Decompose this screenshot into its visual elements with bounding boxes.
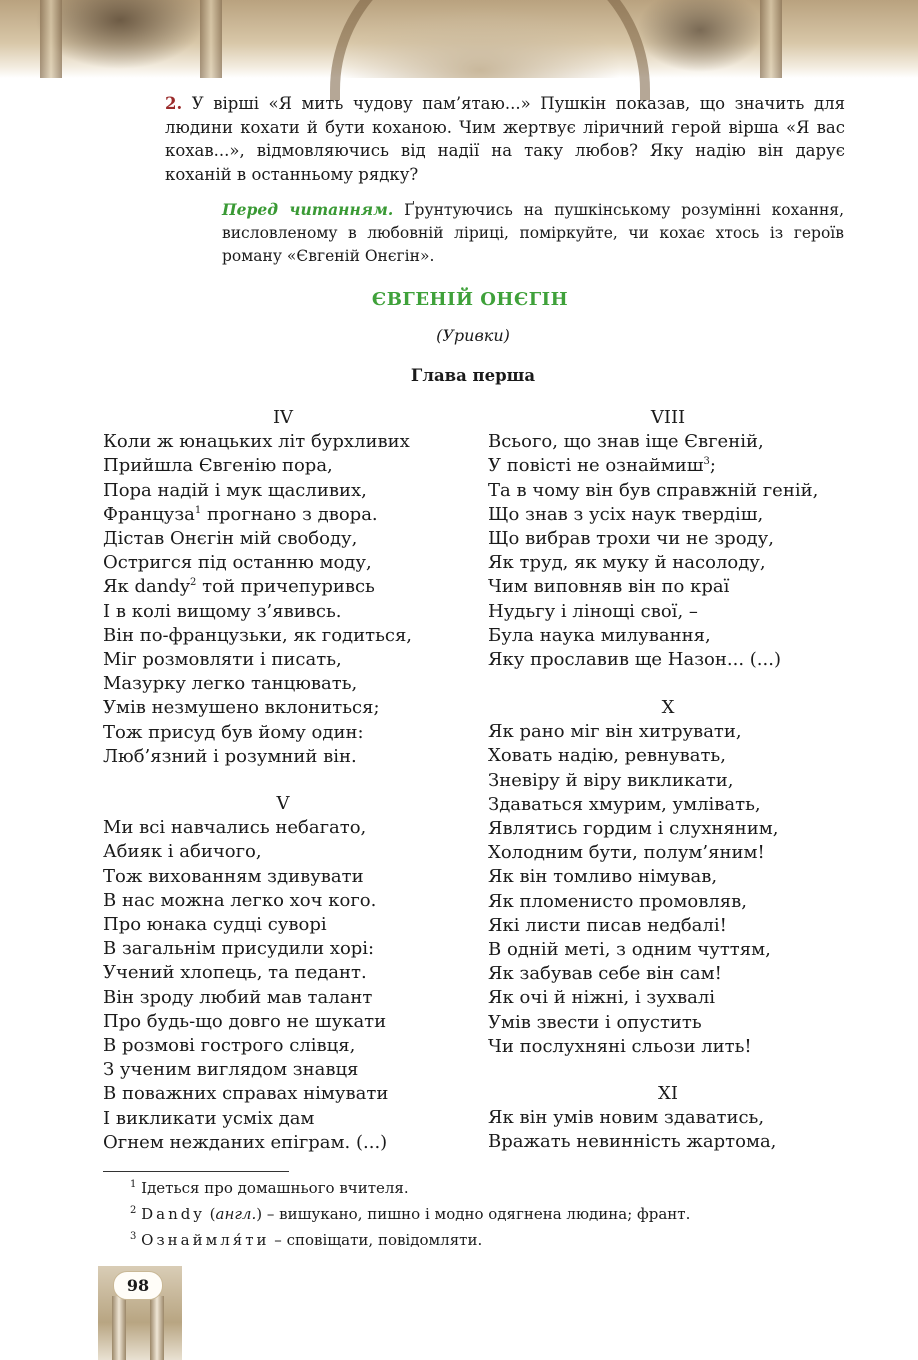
verse-line: Коли ж юнацьких літ бурхливих (103, 431, 410, 453)
footnote-ref: 3 (703, 456, 710, 468)
stanza-xi (488, 1082, 848, 1155)
verse-text: прогнано з двора. (201, 503, 378, 525)
verse-line: Мазурку легко танцювать, (103, 673, 358, 695)
banner-column-ornament (200, 0, 222, 78)
verse-line: Тож присуд був йому один: (103, 721, 364, 743)
footnote-mark: 1 (130, 1179, 137, 1190)
footnote-term: Dandy (141, 1205, 205, 1223)
verse-line: В розмові гострого слівця, (103, 1035, 356, 1057)
footnote-mark: 3 (130, 1231, 137, 1242)
page-number: 98 (113, 1271, 163, 1300)
corner-column-ornament (112, 1296, 126, 1360)
verse-line: Як труд, як муку й насолоду, (488, 552, 766, 574)
verse-line: Остригся під останню моду, (103, 552, 372, 574)
verse-line: Чим виповняв він по краї (488, 576, 730, 598)
verse-line (103, 575, 463, 599)
verse-line: Абияк і абичого, (103, 841, 262, 863)
banner-column-ornament (40, 0, 62, 78)
verse-line: Як пломенисто промовляв, (488, 890, 747, 912)
verse-line: Та в чому він був справжній геній, (488, 479, 819, 501)
verse-text: той причепуривсь (196, 576, 375, 598)
verse-line: Ми всі навчались небагато, (103, 817, 367, 839)
footnote-lang: англ. (215, 1205, 257, 1223)
verse-line: Учений хлопець, та педант. (103, 962, 367, 984)
verse-line: Огнем нежданих епіграм. (...) (103, 1131, 388, 1153)
verse-line: Являтись гордим і слухняним, (488, 818, 779, 840)
verse-line: Тож вихованням здивувати (103, 865, 364, 887)
before-reading-lead: Перед читанням. (222, 200, 394, 219)
verse-line: Умів незмушено вклониться; (103, 697, 380, 719)
before-reading-text: Ґрунтуючись на пушкінському розумінні кохання, висловленому в любовній ліриці, поміркуйте, чи кохає хтось із героїв роману «Євгеній Онєгін». (222, 201, 844, 265)
footnote-3 (130, 1230, 482, 1250)
verse-line: В загальнім присудили хорі: (103, 938, 375, 960)
verse-line: Чи послухняні сльози лить! (488, 1035, 752, 1057)
verse-line: Про будь-що довго не шукати (103, 1010, 387, 1032)
footnote-ref: 1 (194, 504, 202, 516)
verse-line: В одній меті, з одним чуттям, (488, 939, 771, 961)
verse-line: Пора надій і мук щасливих, (103, 479, 367, 501)
footnote-text: – вишукано, пишно і модно одягнена людина; франт. (262, 1205, 691, 1223)
verse-line: Як забував себе він сам! (488, 963, 722, 985)
verse-text: Як dandy (103, 576, 191, 598)
poem-subtitle: (Уривки) (436, 326, 510, 345)
verse-line (103, 503, 463, 527)
footnote-mark: 2 (130, 1205, 137, 1216)
stanza-viii (488, 406, 848, 672)
question-2 (165, 92, 845, 186)
footnote-ref: 2 (190, 577, 197, 589)
verse-line: Що знав з усіх наук твердіш, (488, 503, 764, 525)
stanza-v (103, 792, 463, 1155)
footnote-text: Ідеться про домашнього вчителя. (136, 1179, 409, 1197)
stanza-number: V (276, 793, 290, 814)
verse-line: Яку прославив ще Назон... (...) (488, 649, 781, 671)
verse-text: У повісті не ознаймиш (488, 455, 704, 477)
stanza-number: VIII (650, 407, 686, 428)
verse-line: Здаваться хмурим, умлівать, (488, 793, 761, 815)
verse-line: Він по-французьки, як годиться, (103, 624, 413, 646)
verse-line: Прийшла Євгенію пора, (103, 455, 333, 477)
verse-line: Що вибрав трохи чи не зроду, (488, 528, 774, 550)
verse-line: Про юнака судці суворі (103, 914, 327, 936)
verse-line: Була наука милування, (488, 624, 711, 646)
verse-line (488, 454, 848, 478)
verse-line: В поважних справах німувати (103, 1083, 389, 1105)
verse-line: Він зроду любий мав талант (103, 986, 373, 1008)
header-banner (0, 0, 918, 78)
banner-column-ornament (760, 0, 782, 78)
footnote-term: Ознаймля́ти (141, 1231, 270, 1249)
stanza-iv (103, 406, 463, 769)
verse-line: Дістав Онєгін мій свободу, (103, 528, 358, 550)
verse-text: Француза (103, 503, 195, 525)
stanza-number: X (661, 697, 675, 718)
corner-column-ornament (150, 1296, 164, 1360)
footnote-text: – сповіщати, повідомляти. (269, 1231, 483, 1249)
chapter-heading: Глава перша (410, 366, 536, 385)
before-reading (222, 198, 844, 268)
stanza-number: IV (272, 407, 294, 428)
question-number: 2. (165, 94, 183, 113)
verse-line: Які листи писав недбалі! (488, 914, 727, 936)
verse-line: Як він умів новим здаватись, (488, 1107, 765, 1129)
verse-line: Люб’язний і розумний він. (103, 745, 357, 767)
verse-text: ; (709, 455, 716, 477)
footnote-divider (103, 1171, 289, 1172)
verse-line: Зневіру й віру викликати, (488, 769, 734, 791)
verse-line: В нас можна легко хоч кого. (103, 889, 377, 911)
verse-line: Вражать невинність жартома, (488, 1131, 777, 1153)
verse-line: Всього, що знав іще Євгеній, (488, 431, 764, 453)
verse-line: І викликати усміх дам (103, 1107, 315, 1129)
verse-line: Як очі й ніжні, і зухвалі (488, 987, 716, 1009)
verse-line: Міг розмовляти і писать, (103, 649, 342, 671)
verse-line: Ховать надію, ревнувать, (488, 745, 726, 767)
verse-line: Холодним бути, полум’яним! (488, 842, 765, 864)
verse-line: Як він томливо німував, (488, 866, 718, 888)
verse-line: Умів звести і опустить (488, 1011, 702, 1033)
poem-title: ЄВГЕНІЙ ОНЄГІН (371, 289, 569, 310)
question-text: У вірші «Я мить чудову пам’ятаю...» Пушкін показав, що значить для людини кохати й бути коханою. Чим жертвує ліричний герой вірша «Я вас кохав...», відмовляючись від надії на таку любов? Яку надію він дарує коханій в останньому рядку? (165, 94, 846, 184)
verse-line: І в колі вищому з’явивсь. (103, 600, 342, 622)
stanza-number: XI (658, 1083, 678, 1104)
footnote-2: $^2$ Dandy (англ.) – вишукано, пишно і модно одягнена людина; франт. (130, 1205, 691, 1223)
stanza-x (488, 696, 848, 1059)
verse-line: Нудьгу і лінощі свої, – (488, 600, 698, 622)
banner-arch-ornament (330, 0, 650, 100)
footnote-1 (130, 1178, 409, 1198)
verse-line: Як рано міг він хитрувати, (488, 721, 742, 743)
verse-line: З ученим виглядом знавця (103, 1059, 359, 1081)
